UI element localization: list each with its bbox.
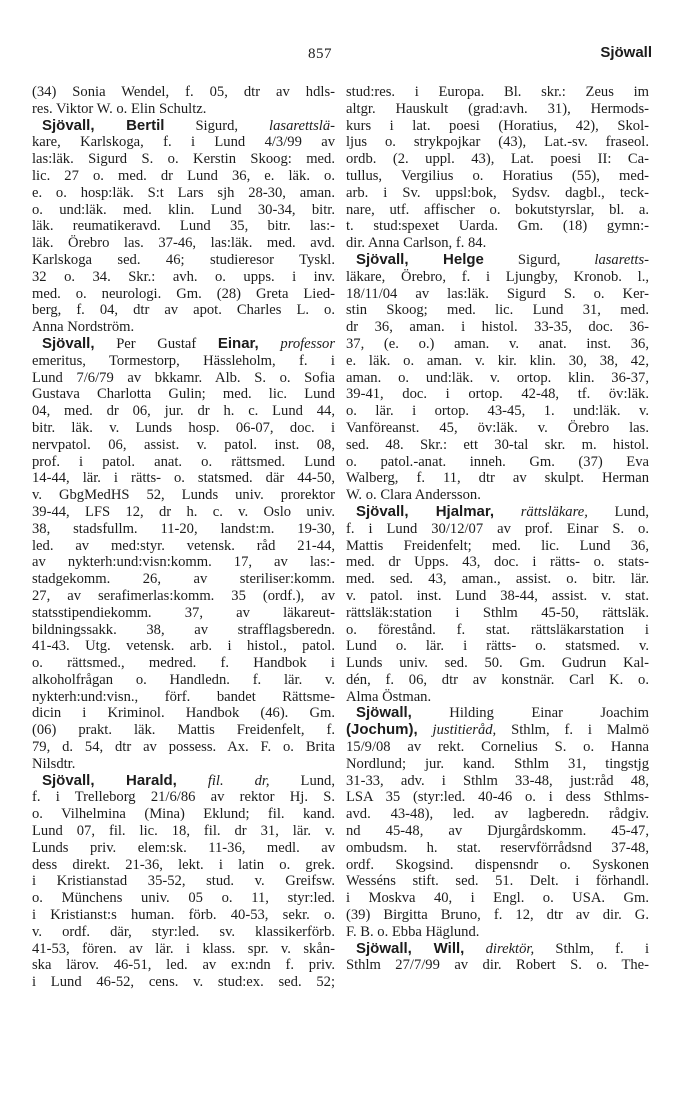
entry-heading-hjalmar [346, 504, 649, 521]
entry-title: justitieråd, [417, 722, 497, 739]
text-line: ombudsm. h. stat. reservförrådsnd 37-48, [346, 839, 649, 856]
text-line: arb. i Sv. uppsl:bok, Sydsv. dagbl., teck- [346, 184, 649, 201]
entry-title: lasaretts- [594, 251, 649, 268]
left-column [32, 84, 335, 991]
text-line: avd. 43-48), led. av lagberedn. rådgiv. [346, 806, 649, 823]
text-line: rättsläk:station i Sthlm 45-50, rättsläk. [346, 604, 649, 621]
text-line: bitr. läk. v. Lunds hosp. 06-07, doc. i [32, 419, 335, 436]
text-line: Lunds univ. sed. 50. Gm. Gudrun Kal- [346, 655, 649, 672]
text-line: tullus, Vergilius o. Horatius (55), med- [346, 167, 649, 184]
text-line: kurs i lat. poesi (Horatius, 42), Skol- [346, 117, 649, 134]
text-line: Alma Östman. [346, 688, 432, 705]
text-line: o. lär. i ortop. 43-45, 1. und:läk. v. [346, 403, 649, 420]
text-line: nd 45-48, av Djurgårdskomm. 45-47, [346, 823, 649, 840]
text-line: o. und:läk. med. klin. Lund 30-34, bitr. [32, 201, 335, 218]
text-line: v. GbgMedHS 52, Lunds univ. prorektor [32, 487, 335, 504]
text-line: o. rättsmed., medred. f. Handbok i [32, 655, 335, 672]
entry-given-names: Sigurd, [164, 117, 270, 134]
text-line: läkare, Örebro, f. i Ljungby, Kronob. l., [346, 268, 649, 285]
text-line: Lunds priv. elem:sk. 11-36, medl. av [32, 839, 335, 856]
text-line: v. ordf. där, styr:led. sv. klassikerförb. [32, 923, 335, 940]
text-line: aman. o. und:läk. v. ortop. klin. 36-37, [346, 369, 649, 386]
entry-heading-helge [346, 252, 649, 269]
text-line: med. sed. 43, aman., assist. o. bitr. lär. [346, 571, 649, 588]
text-line: dén, f. 06, dtr av konstnär. Carl K. o. [346, 671, 649, 688]
text-line: Nordlund; jur. kand. Sthlm 31, tingstjg [346, 755, 649, 772]
text-line: 79, d. 54, dtr av possess. Ax. F. o. Brita [32, 739, 335, 756]
text-line: alkoholfrågan o. Handledn. f. lär. v. [32, 671, 335, 688]
text-line: Gustava Charlotta Gulin; med. lic. Lund [32, 386, 335, 403]
text-line: Lund 7/6/79 av bkkamr. Alb. S. o. Sofia [32, 369, 335, 386]
text-line: Lund o. lär. i rätts- o. statsmed. v. [346, 638, 649, 655]
text-line: Lund 07, fil. lic. 18, fil. dr 31, lär. v. [32, 823, 335, 840]
text-line: med. o. neurologi. Gm. (28) Greta Lied- [32, 285, 335, 302]
text-line: kare, Karlskoga, f. i Lund 4/3/99 av [32, 134, 335, 151]
text-line: o. förestånd. f. stat. rättsläkarstation i [346, 621, 649, 638]
text-line: ska lärov. 46-51, led. av ex:ndn f. priv. [32, 957, 335, 974]
text-line: emeritus, Tormestorp, Hässleholm, f. i [32, 352, 335, 369]
text-line: Sthlm 27/7/99 av dir. Robert S. o. The- [346, 957, 649, 974]
page-number: 857 [308, 46, 332, 62]
text-line: Walberg, f. 11, dtr av skulpt. Herman [346, 470, 649, 487]
entry-heading-einar [32, 336, 335, 353]
text-line: stud:res. i Europa. Bl. skr.: Zeus im [346, 84, 649, 100]
text-line: av nykterh:und:visn:komm. 17, av las:- [32, 554, 335, 571]
text-line: prof. i patol. anat. o. rättsmed. Lund [32, 453, 335, 470]
text-line: Vanföreanst. 45, öv:läk. v. Örebro las. [346, 419, 649, 436]
text-line: dr 36, aman. i histol. 33-35, doc. 36- [346, 319, 649, 336]
text-line: ordf. Skogsind. dispensndr o. Syskonen [346, 856, 649, 873]
text-line: W. o. Clara Andersson. [346, 487, 481, 504]
entry-heading-will [346, 941, 649, 958]
text-line: f. i Trelleborg 21/6/86 av rektor Hj. S. [32, 789, 335, 806]
text-line: berg, f. 04, dtr av apot. Charles L. o. [32, 302, 335, 319]
text-line: 18/11/04 av las:läk. Sigurd S. o. Ker- [346, 285, 649, 302]
text-line: stadgekomm. 26, av steriliser:komm. [32, 571, 335, 588]
text-line: 31-33, adv. i Sthlm 33-48, just:råd 48, [346, 772, 649, 789]
text-line: ordb. (2. uppl. 43), Lat. poesi II: Ca- [346, 151, 649, 168]
entry-title: professor [258, 335, 335, 352]
text-line: Karlskoga sed. 46; studieresor Tyskl. [32, 251, 335, 268]
text-line: i Kristianstad 35-52, stud. v. Greifsw. [32, 873, 335, 890]
text-line: (39) Birgitta Bruno, f. 12, dtr av dir. G. [346, 907, 649, 924]
text-line: 39-44, LFS 12, dr h. c. v. Oslo univ. [32, 503, 335, 520]
text-line: i Lund 46-52, cens. v. stud:ex. sed. 52; [32, 974, 335, 991]
entry-name-called: (Jochum), [346, 721, 418, 739]
text-line: dess direkt. 21-36, lekt. i latin o. grek. [32, 856, 335, 873]
entry-place: Lund, [269, 772, 336, 789]
entry-given-names: Per Gustaf [94, 335, 218, 352]
text-line: 15/9/08 av rekt. Cornelius S. o. Hanna [346, 739, 649, 756]
entry-name: Sjövall, [42, 334, 95, 352]
entry-place: Lund, [587, 503, 649, 520]
entry-heading-jochum-2 [346, 722, 649, 739]
text-line: 14-44, lär. i rätts- o. statsmed. där 44-50, [32, 470, 335, 487]
entry-title: lasarettslä- [269, 117, 335, 134]
entry-name: Sjövall, Helge [356, 250, 484, 268]
entry-name: Sjövall, Bertil [42, 116, 165, 134]
entry-name-called: Einar, [217, 334, 259, 352]
text-line: F. B. o. Ebba Häglund. [346, 923, 480, 940]
entry-title: fil. dr, [176, 772, 270, 789]
text-line: o. patol.-anat. inneh. Gm. (37) Eva [346, 453, 649, 470]
text-line: o. Münchens univ. 05 o. 11, styr:led. [32, 890, 335, 907]
text-line: t. stud:spexet Uarda. Gm. (18) gymn:- [346, 218, 649, 235]
text-line: bildningssakk. 38, av strafflagsberedn. [32, 621, 335, 638]
text-line: 04, med. dr 06, jur. dr h. c. Lund 44, [32, 403, 335, 420]
entry-given-names: Sigurd, [483, 251, 595, 268]
text-line: dicin i Kriminol. Handbok (46). Gm. [32, 705, 335, 722]
text-line: LSA 35 (styr:led. 40-46 o. i dess Sthlms- [346, 789, 649, 806]
text-line: nare, utf. affischer o. bokutstyrslar, bl. a. [346, 201, 649, 218]
text-line: altgr. Hauskult (grad:avh. 31), Hermods- [346, 100, 649, 117]
text-line: läk. Örebro las. 37-46, las:läk. med. avd. [32, 235, 335, 252]
text-line: Wesséns stift. sed. 51. Delt. i förhandl. [346, 873, 649, 890]
text-line: res. Viktor W. o. Elin Schultz. [32, 100, 207, 117]
text-line: med. dr Upps. 43, doc. i rätts- o. stats- [346, 554, 649, 571]
text-line: i Kristianst:s human. förb. 40-53, sekr. o. [32, 907, 335, 924]
text-line: stin Skoog; med. lic. Lund 31, med. [346, 302, 649, 319]
text-line: Nilsdtr. [32, 755, 76, 772]
entry-heading-jochum-1 [346, 705, 649, 722]
text-line: f. i Lund 30/12/07 av prof. Einar S. o. [346, 520, 649, 537]
entry-place: Sthlm, f. i Malmö [496, 722, 650, 739]
text-line: läk. reumatikeravd. Lund 35, bitr. las:- [32, 218, 335, 235]
text-line: o. Vilhelmina (Mina) Eklund; fil. kand. [32, 806, 335, 823]
entry-name: Sjöwall, [356, 704, 412, 722]
running-head: Sjöwall [600, 44, 652, 61]
entry-title: direktör, [464, 940, 535, 957]
text-line: 38, stadsfullm. 11-20, landst:m. 19-30, [32, 520, 335, 537]
entry-heading-harald [32, 773, 335, 790]
entry-name: Sjövall, Harald, [42, 771, 177, 789]
text-line: 27, av serafimerlas:komm. 35 (ordf.), av [32, 587, 335, 604]
text-line: v. patol. inst. Lund 38-44, assist. v. stat. [346, 587, 649, 604]
right-column [346, 84, 649, 974]
text-line: led. av med:styr. vetensk. råd 21-44, [32, 537, 335, 554]
text-line: las:läk. Sigurd S. o. Kerstin Skoog: med. [32, 151, 335, 168]
text-line: (34) Sonia Wendel, f. 05, dtr av hdls- [32, 84, 335, 100]
text-line: 41-53, fören. av lär. i klass. spr. v. skån- [32, 940, 335, 957]
entry-heading-bertil [32, 118, 335, 135]
entry-name: Sjöwall, Will, [356, 939, 465, 957]
entry-given-names: Hilding Einar Joachim [411, 705, 649, 722]
text-line: 39-41, doc. i ortop. 42-48, tf. öv:läk. [346, 386, 649, 403]
text-line: e. o. hosp:läk. S:t Lars sjh 28-30, aman. [32, 184, 335, 201]
text-line: i Moskva 40, i Engl. o. USA. Gm. [346, 890, 649, 907]
text-line: (06) prakt. läk. Mattis Freidenfelt, f. [32, 722, 335, 739]
text-line: statsstipendiekomm. 37, av läkareut- [32, 604, 335, 621]
text-line: 37, (e. o.) aman. v. anat. inst. 36, [346, 335, 649, 352]
entry-title: rättsläkare, [494, 503, 588, 520]
text-line: Mattis Freidenfelt; med. lic. Lund 36, [346, 537, 649, 554]
text-line: nervpatol. 06, assist. v. patol. inst. 08, [32, 436, 335, 453]
entry-name: Sjövall, Hjalmar, [356, 502, 495, 520]
text-line: dir. Anna Carlson, f. 84. [346, 235, 487, 252]
text-line: 32 o. 34. Skr.: avh. o. upps. i inv. [32, 268, 335, 285]
text-line: lic. 27 o. med. dr Lund 36, e. läk. o. [32, 167, 335, 184]
entry-place: Sthlm, f. i [534, 940, 650, 957]
text-line: sed. 48. Skr.: ett 30-tal skr. m. histol. [346, 436, 649, 453]
text-line: 41-43. Utg. vetensk. arb. i histol., patol. [32, 638, 335, 655]
text-line: nykterh:und:visn., förf. bandet Rättsme- [32, 688, 335, 705]
text-line: Anna Nordström. [32, 319, 135, 336]
text-line: e. läk. o. aman. v. kir. klin. 30, 38, 42, [346, 352, 649, 369]
text-line: ljus o. strykpojkar (43), Lat.-sv. fraseol. [346, 134, 649, 151]
